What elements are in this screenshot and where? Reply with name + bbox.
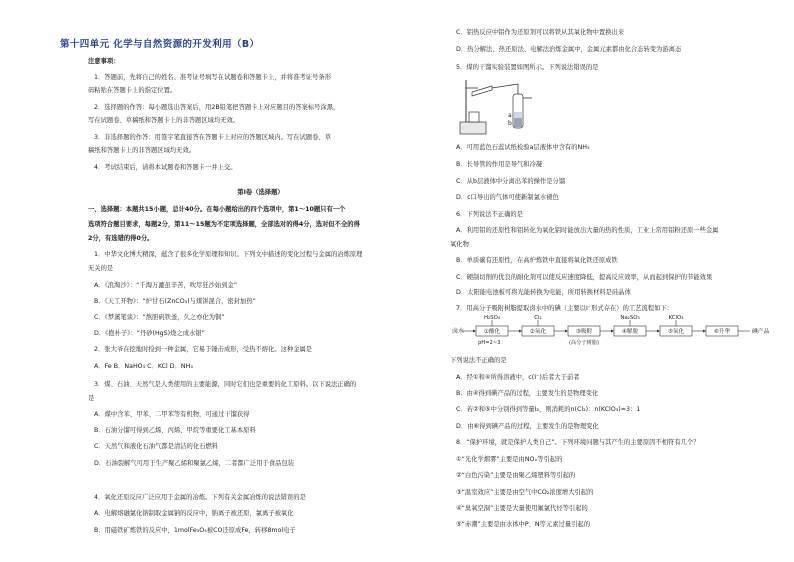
burner [469,112,479,122]
right_top-line: C．铝热反应中铝作为还原剂可以将铁从其氧化物中置换出来 [456,29,625,36]
left-line: 4．氧化还原反应广泛应用于金属的冶炼。下列有关金属冶炼的说法错误的是 [94,494,306,501]
flow-end: 碘产品 [752,329,770,335]
left-line: 选项符合题目要求，每题2分，第11～15题为不定项选择题，全部选对的得4分，选对但不全的得 [88,221,360,228]
apparatus-base [460,122,486,134]
left-line: 一、选择题：本题共15小题，总计40分。在每小题给出的四个选项中，第1～10题只有一个 [88,206,346,213]
right_bottom-line: C．若②和⑤中分别得到等量I₂，则消耗的n(Cl₂)：n(KClO₃)=3：1 [456,406,641,413]
heated-tube [472,86,492,96]
flow-arrowhead [473,330,476,333]
delivery-tube [492,84,518,88]
left-line: D．石油裂解气可用于生产聚乙烯和聚氯乙烯，二者都广泛用于食品包装 [94,460,295,467]
left-line: 稿纸和答题卡上的非答题区域均无效。 [88,147,196,154]
liquid-layer-b [514,118,522,127]
right_bottom-line: B．由④得到碘产品的过程，主要发生的是物理变化 [456,390,599,397]
right_mid-line: 6．下列说法不正确的是 [456,211,523,218]
flow-arrowhead [703,330,706,333]
left-line: 4．考试结束后，请将本试题卷和答题卡一并上交。 [94,164,237,171]
flow-reagent: KClO₃ [668,315,684,321]
left-line: C．天然气和液化石油气都是清洁的化石燃料 [94,443,219,450]
left-line: 码粘贴在答题卡上的指定位置。 [88,87,177,94]
left-line: B．《天工开物》：“炉甘石(ZnCO₃)与煤饼混合，密封加热” [94,298,256,305]
flow-step-label: ⑥升华 [713,329,731,335]
iodine-process-flowchart [452,313,794,353]
label-a: a [508,112,512,119]
right_top-line: D．热分解法、热还原法、电解法治炼金属中，金属元素都由化合态转变为游离态 [456,46,682,53]
left-line: 注意事项： [88,58,120,65]
right_mid-line: 氧化物 [450,241,469,248]
left-line: 3．煤、石油、天然气是人类使用的主要能源，同时它们也是重要的化工原料。以下说法正确的 [94,381,357,388]
flow-step-label: ⑤氧化 [667,329,685,335]
page-title: 第十四单元 化学与自然资源的开发利用（B） [60,39,260,50]
left-line: A．Fe B．NaHO₃ C．KCl D．NH₃ [94,363,193,370]
right_mid-line: A．利用铝的还原性和铝转化为氧化铝时能放出大量的热的性质，工业上常用铝粉还原一些金属 [456,227,719,234]
left-line: D．《抱朴子》：“丹砂(HgS)烧之成水银” [94,330,205,337]
flow-arrowhead [565,330,568,333]
right_bottom-line: 下列说法不正确的是 [450,357,507,364]
flow-step-label: ③吸附 [575,329,593,335]
label-b: b [508,120,512,127]
right_bottom-line: ②“白色污染”主要是由聚乙烯塑料等引起的 [456,472,576,479]
liquid-layer-a [514,112,522,118]
left-line: 2分，有选错的得0分。 [88,235,154,242]
right_mid-line: A．可用蓝色石蕊试纸检验a层液体中含有的NH₃ [456,144,590,151]
flow-step-label: ①酸化 [483,329,501,335]
flow-arrowhead [519,330,522,333]
right_mid-line: 7．用高分子吸附树脂提取卤水中的碘（主要以I⁻形式存在）的工艺流程如下： [456,305,673,312]
left-line: C．《梦溪笔谈》：“熬胆矾铁釜，久之亦化为铜” [94,314,225,321]
right_bottom-line: ①“光化学烟雾”主要是由NOₓ等引起的 [456,456,563,463]
right_bottom-line: 8．“保护环境，就是保护人类自己”。下列环境问题与其产生的主要原因不相符有几个？ [456,439,700,446]
left-line: A．《浪淘沙》：“千淘万漉虽辛苦，吹尽狂沙始到金” [94,282,238,289]
left-line: 3．非选择题的作答：用签字笔直接答在答题卡上对应的答题区域内。写在试题卷、草 [94,134,331,141]
right_mid-line: B．单质碳有还原性，在高炉炼铁中直接将氧化铁还原成铁 [456,257,618,264]
flow-step-label: ④解脱 [621,329,639,335]
left-line: 是 [88,395,95,402]
left-line: 2．选择题的作答：每小题选出答案后，用2B铅笔把答题卡上对应题目的答案标号涂黑， [94,104,340,111]
left-line: A．电解熔融氯化钠制取金属钠的反应中，钠离子被还原，氯离子被氧化 [94,510,294,517]
right_bottom-line: ⑤“赤潮”主要是由水体中P、N等元素过量引起的 [456,521,591,528]
right_mid-line: C．硬制切削的优良的耐化剂可以使反应速度降低，提高反应效率，从而起到保护的节能效果 [456,274,713,281]
flow-reagent: Cl₂ [534,315,542,321]
right_mid-line: C．从b层液体中分离出苯的操作是分馏 [456,178,566,185]
right_mid-line: B．长导管的作用是导气和冷凝 [456,161,543,168]
flow-ph-note: pH=2~3 [478,340,501,346]
flow-resin-note: (高分子树脂) [569,340,599,346]
left-line: 1．答题前，先将自己的姓名、准考证号填写在试题卷和答题卡上，并将准考证号条形 [94,74,331,81]
left-line: 无关的是 [88,265,114,272]
flow-arrowhead [611,330,614,333]
right_bottom-line: D．由⑥得到碘产品的过程，主要发生的是物理变化 [456,423,599,430]
right_bottom-line: ③“温室效应”主要是由空气中CO₂浓度增大引起的 [456,489,594,496]
flow-reagent: Na₂SO₃ [620,315,640,321]
right_mid-line: D．太阳能电池板可将光能转换为电能，所用转换材料是硅晶体 [456,289,631,296]
right_bottom-line: A．经①和④所得溶液中，c(I⁻)后者大于前者 [456,374,580,381]
right_mid-line: D．c口导出的气体可使新制氯水褪色 [456,194,559,201]
left-line: 第Ⅰ卷（选择题） [237,189,284,196]
left-line: B．用磁铁矿炼铁的反应中，1molFe₃O₄被CO还原成Fe，转移8mol电子 [94,527,296,534]
left-line: 2．张大爷在挖地时捡到一种金属，它易于锤击成形，受热不熔化。这种金属是 [94,346,313,353]
flow-reagent: H₂SO₄ [483,315,501,321]
left-line: 写在试题卷、草稿纸和答题卡上的非答题区域均无效。 [88,117,240,124]
right_bottom-line: ④“臭氧空洞”主要是大量使用氟氯代烃等引起的 [456,505,588,512]
left-line: 1．中华文化博大精深，蕴含了很多化学原理和知识。下列文中描述的变化过程与金属的冶炼原理 [94,251,363,258]
left-line: B．石油分馏可得到乙烯、丙烯、甲烷等重要化工基本原料 [94,427,256,434]
left-line: A．煤中含苯、甲苯、二甲苯等有机物，可通过干馏获得 [94,411,250,418]
right_top-line: 5．煤的干馏实验装置如图所示。下列说法错误的是 [456,64,599,71]
flow-step-label: ②氧化 [529,329,547,335]
flow-arrowhead [657,330,660,333]
coal-distillation-apparatus [458,76,554,136]
flow-start: 卤水 [452,328,465,335]
